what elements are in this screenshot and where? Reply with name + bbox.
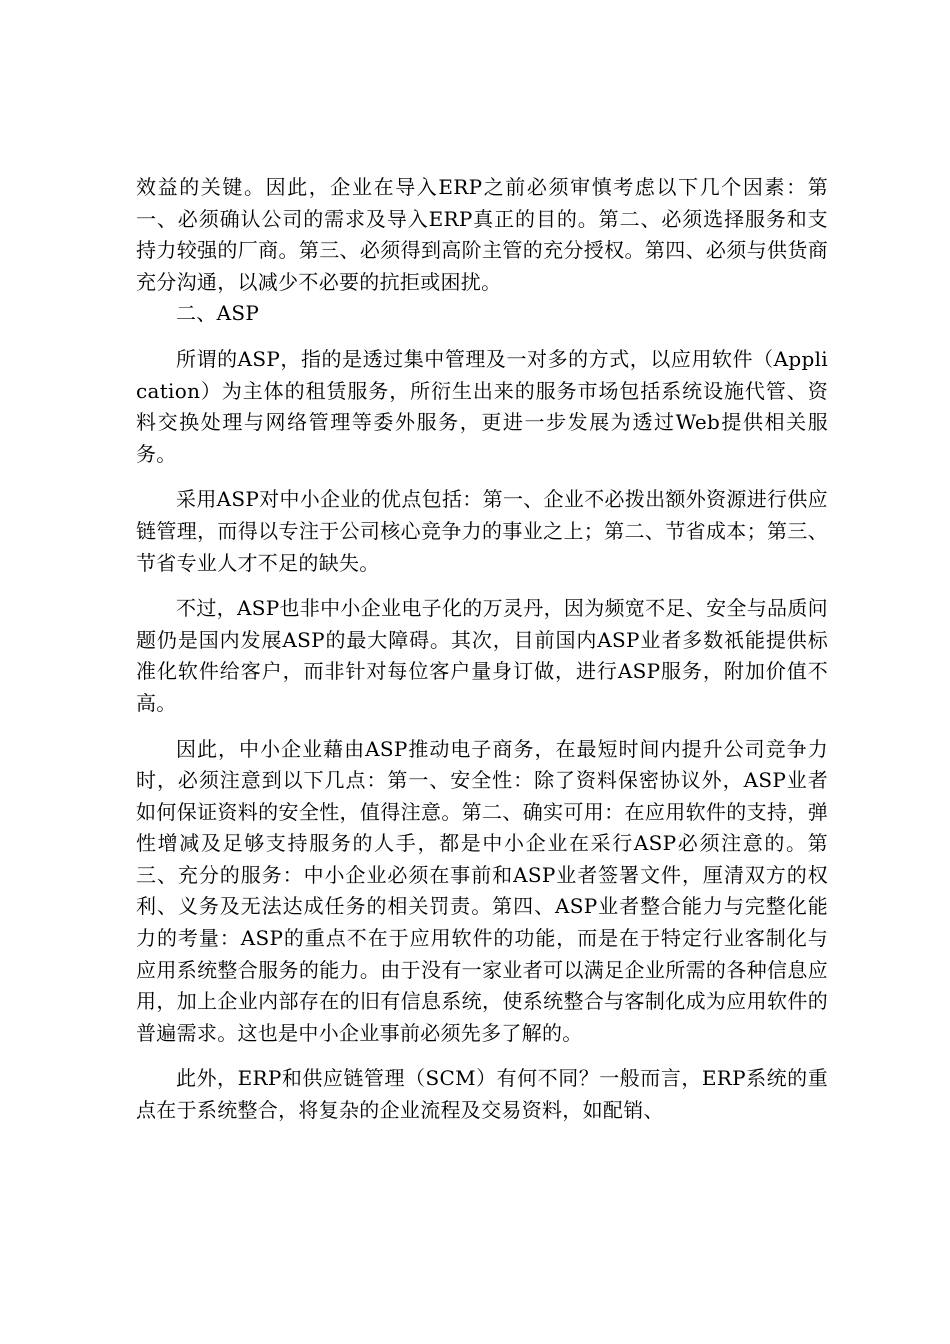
paragraph-erp-vs-scm: 此外，ERP和供应链管理（SCM）有何不同？一般而言，ERP系统的重点在于系统整合，将复杂的企业流程及交易资料，如配销、 [136, 1066, 828, 1123]
paragraph-asp-definition: 所谓的ASP，指的是透过集中管理及一对多的方式，以应用软件（Application）为主体的租赁服务，所衍生出来的服务市场包括系统设施代管、资料交换处理与网络管理等委外服务，更进一步发展为透过Web提供相关服务。 [136, 346, 828, 466]
paragraph-asp-limitations: 不过，ASP也非中小企业电子化的万灵丹，因为频宽不足、安全与品质问题仍是国内发展ASP的最大障碍。其次，目前国内ASP业者多数祇能提供标准化软件给客户，而非针对每位客户量身订做，进行ASP服务，附加价值不高。 [136, 596, 828, 715]
paragraph-asp-advantages: 采用ASP对中小企业的优点包括：第一、企业不必拨出额外资源进行供应链管理，而得以专注于公司核心竞争力的事业之上；第二、节省成本；第三、节省专业人才不足的缺失。 [136, 487, 828, 575]
document-page [136, 172, 828, 1127]
section-heading-asp: 二、ASP [176, 301, 260, 326]
paragraph-asp-considerations: 因此，中小企业藉由ASP推动电子商务，在最短时间内提升公司竞争力时，必须注意到以下几点：第一、安全性：除了资料保密协议外，ASP业者如何保证资料的安全性，值得注意。第二、确实可用：在应用软件的支持，弹性增减及足够支持服务的人手，都是中小企业在采行ASP必须注意的。第三、充分的服务：中小企业必须在事前和ASP业者签署文件，厘清双方的权利、义务及无法达成任务的相关罚责。第四、ASP业者整合能力与完整化能力的考量：ASP的重点不在于应用软件的功能，而是在于特定行业客制化与应用系统整合服务的能力。由于没有一家业者可以满足企业所需的各种信息应用，加上企业内部存在的旧有信息系统，使系统整合与客制化成为应用软件的普遍需求。这也是中小企业事前必须先多了解的。 [136, 736, 828, 1045]
paragraph-erp-factors: 效益的关键。因此，企业在导入ERP之前必须审慎考虑以下几个因素：第一、必须确认公司的需求及导入ERP真正的目的。第二、必须选择服务和支持力较强的厂商。第三、必须得到高阶主管的充分授权。第四、必须与供货商充分沟通，以减少不必要的抗拒或困扰。 [136, 175, 828, 294]
